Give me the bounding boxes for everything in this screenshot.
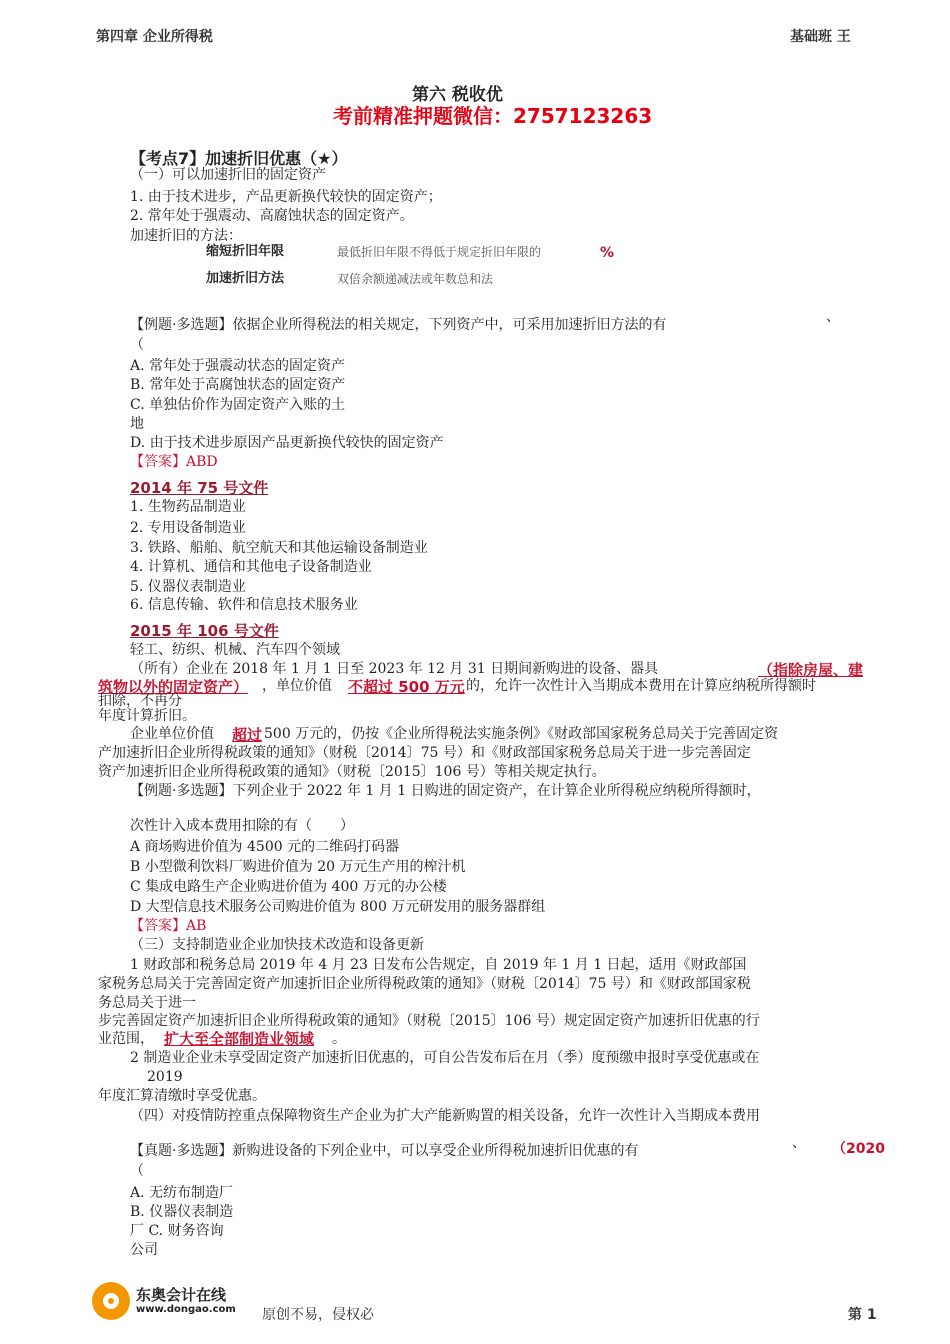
para-text: 1 财政部和税务总局 2019 年 4 月 23 日发布公告规定，自 2019 年 1 月 1 日起，适用《财政部国 [130, 957, 747, 973]
para-text: 扣除，不再分 [98, 693, 182, 709]
para-text: 2 制造业企业未享受固定资产加速折旧优惠的，可自公告发布后在月（季）度预缴申报时享受优惠或在 [130, 1050, 760, 1066]
page-number: 第 1 [848, 1307, 877, 1323]
para-text: 年度汇算清缴时享受优惠。 [98, 1088, 266, 1104]
tick-mark: 、 [792, 1135, 806, 1151]
list-item: 2. 专用设备制造业 [130, 520, 246, 536]
option-d: D 大型信息技术服务公司购进价值为 800 万元研发用的服务器群组 [130, 899, 546, 915]
para-text: 务总局关于进一 [98, 995, 196, 1011]
option-d: D. 由于技术进步原因产品更新换代较快的固定资产 [130, 435, 444, 451]
subsection-title: （三）支持制造业企业加快技术改造和设备更新 [130, 937, 424, 953]
option-a: A. 常年处于强震动状态的固定资产 [130, 358, 346, 374]
option-b: B 小型微利饮料厂购进价值为 20 万元生产用的榨汁机 [130, 859, 466, 875]
highlight-text: 不超过 500 万元 [348, 678, 465, 696]
question-text: 【例题·多选题】下列企业于 2022 年 1 月 1 日购进的固定资产，在计算企业所得税应纳税所得额时， [130, 783, 761, 799]
clipped-text: 轻工、纺织、机械、汽车四个领域 [130, 642, 340, 658]
answer: 【答案】AB [130, 918, 207, 934]
list-item: 6. 信息传输、软件和信息技术服务业 [130, 597, 358, 613]
para-text: 步完善固定资产加速折旧企业所得税政策的通知》（财税〔2015〕106 号）规定固定资产加速折旧优惠的行 [98, 1013, 760, 1029]
highlight-text: 扩大至全部制造业领域 [164, 1030, 315, 1048]
table-row-label: 缩短折旧年限 [206, 244, 285, 259]
para-text: 。 [332, 1031, 346, 1047]
subsection-title: （一）可以加速折旧的固定资产 [130, 167, 326, 183]
option-b: B. 常年处于高腐蚀状态的固定资产 [130, 377, 346, 393]
option-a: A 商场购进价值为 4500 元的二维码打码器 [130, 839, 400, 855]
para-text: 的，允许一次性计入当期成本费用在计算应纳税所得额时 [466, 678, 816, 694]
subsection-title: （四）对疫情防控重点保障物资生产企业为扩大产能新购置的相关设备，允许一次性计入当期成本费用 [130, 1108, 760, 1124]
table-row-value: 双倍余额递减法或年数总和法 [337, 272, 494, 286]
answer: 【答案】ABD [130, 454, 218, 470]
logo-url: www.dongao.com [136, 1304, 236, 1315]
para-text: 业范围， [98, 1031, 154, 1047]
highlight-text: 超过 [232, 726, 263, 744]
option-c: C 集成电路生产企业购进价值为 400 万元的办公楼 [130, 879, 447, 895]
para-text: 2019 [147, 1069, 183, 1085]
question-text: 【例题·多选题】依据企业所得税法的相关规定，下列资产中，可采用加速折旧方法的有 [130, 317, 667, 333]
table-pct: % [600, 245, 615, 261]
para-text: 企业单位价值 [130, 726, 214, 742]
header-left: 第四章 企业所得税 [96, 29, 213, 45]
header-right: 基础班 王 [790, 29, 851, 45]
para-text: ，单位价值 [262, 678, 332, 694]
question-text: 【真题·多选题】新购进设备的下列企业中，可以享受企业所得税加速折旧优惠的有 [130, 1143, 639, 1159]
page-title: 第六 税收优 [412, 85, 503, 105]
doc-title-2015: 2015 年 106 号文件 [130, 622, 279, 640]
para-text: 500 万元的，仍按《企业所得税法实施条例》《财政部国家税务总局关于完善固定资 [264, 726, 779, 742]
para-text: 资产加速折旧企业所得税政策的通知》（财税〔2015〕106 号）等相关规定执行。 [98, 764, 606, 780]
option-c-cont: 地 [130, 416, 144, 432]
paren-mark: （ [130, 337, 144, 353]
highlight-text: （指除房屋、建 [758, 661, 864, 679]
doc-title-2014: 2014 年 75 号文件 [130, 479, 269, 497]
year-tag: （2020 [832, 1141, 885, 1157]
option-a: A. 无纺布制造厂 [130, 1185, 234, 1201]
highlight-text: 筑物以外的固定资产） [98, 678, 249, 696]
table-row-value: 最低折旧年限不得低于规定折旧年限的 [337, 245, 542, 259]
tick-mark: 、 [826, 309, 840, 325]
section-heading: 【考点7】加速折旧优惠（★） [130, 149, 348, 168]
text-line: 2. 常年处于强震动、高腐蚀状态的固定资产。 [130, 208, 414, 224]
list-item: 1. 生物药品制造业 [130, 499, 246, 515]
paren-mark: （ [130, 1163, 144, 1179]
para-text: 家税务总局关于完善固定资产加速折旧企业所得税政策的通知》（财税〔2014〕75 号）和《财政部国家税 [98, 976, 751, 992]
para-text: 年度计算折旧。 [98, 708, 196, 724]
para-text: （所有）企业在 2018 年 1 月 1 日至 2023 年 12 月 31 日期间新购进的设备、器具 [130, 661, 659, 677]
text-line: 1. 由于技术进步，产品更新换代较快的固定资产； [130, 189, 442, 205]
option-c-cont: 公司 [130, 1242, 158, 1258]
table-row-label: 加速折旧方法 [206, 271, 285, 286]
watermark: 考前精准押题微信：2757123263 [333, 104, 653, 128]
list-item: 3. 铁路、船舶、航空航天和其他运输设备制造业 [130, 540, 428, 556]
clipped-text: 次性计入成本费用扣除的有（ ） [130, 818, 354, 834]
option-b: B. 仪器仪表制造 [130, 1204, 234, 1220]
logo-text: 东奥会计在线 [136, 1286, 227, 1304]
para-text: 产加速折旧企业所得税政策的通知》（财税〔2014〕75 号）和《财政部国家税务总局关于进一步完善固定 [98, 745, 751, 761]
footer-center: 原创不易，侵权必 [262, 1307, 374, 1323]
option-c: C. 单独估价作为固定资产入账的土 [130, 397, 346, 413]
text-line: 加速折旧的方法： [130, 228, 242, 244]
option-b-cont: 厂 C. 财务咨询 [130, 1223, 224, 1239]
list-item: 4. 计算机、通信和其他电子设备制造业 [130, 559, 372, 575]
list-item: 5. 仪器仪表制造业 [130, 579, 246, 595]
